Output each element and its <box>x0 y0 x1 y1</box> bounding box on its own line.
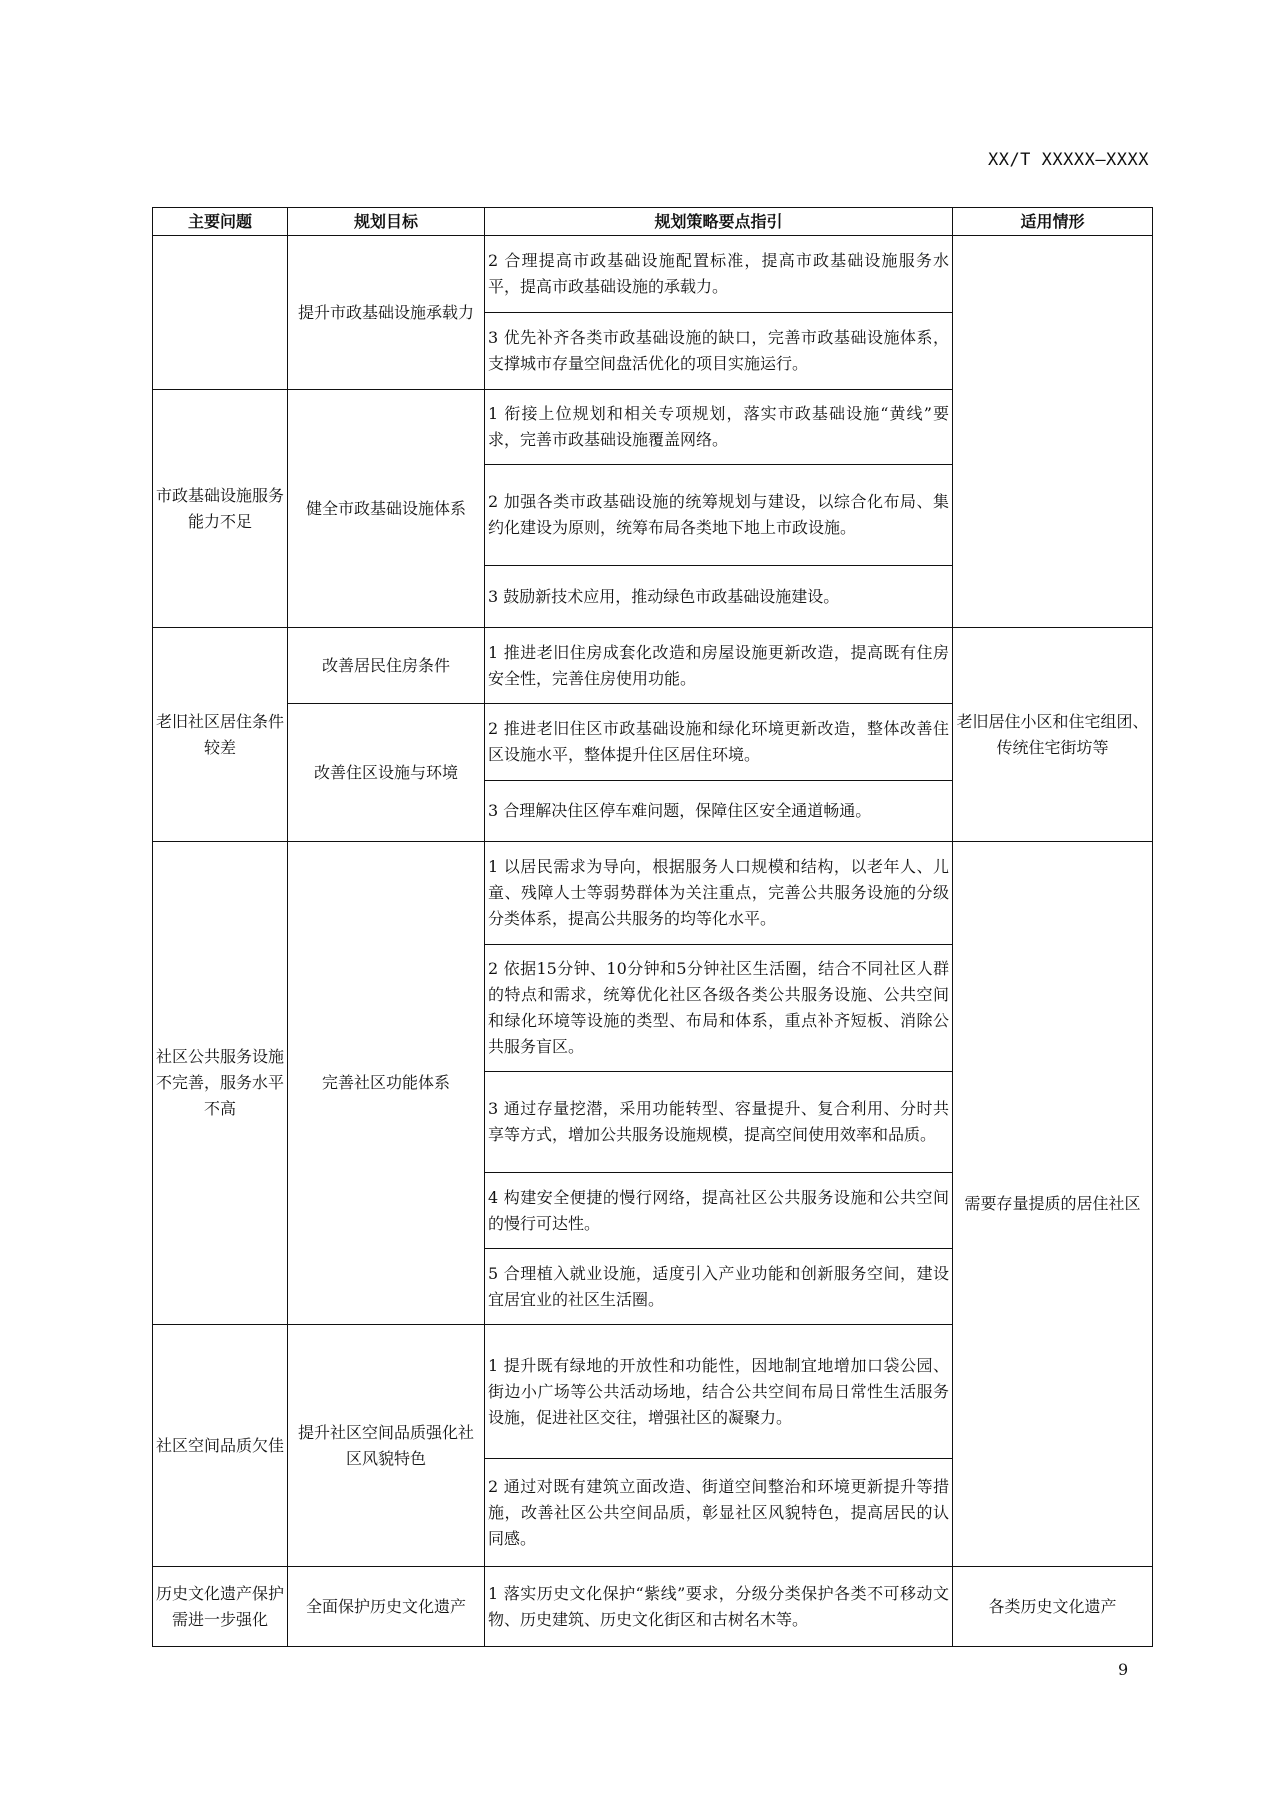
strategy-cell: 1 以居民需求为导向，根据服务人口规模和结构，以老年人、儿童、残障人士等弱势群体为关注重点，完善公共服务设施的分级分类体系，提高公共服务的均等化水平。 <box>485 842 953 945</box>
strategy-cell: 4 构建安全便捷的慢行网络，提高社区公共服务设施和公共空间的慢行可达性。 <box>485 1173 953 1249</box>
applicability-cell: 各类历史文化遗产 <box>953 1567 1153 1647</box>
strategy-cell: 3 鼓励新技术应用，推动绿色市政基础设施建设。 <box>485 566 953 628</box>
goal-cell: 改善居民住房条件 <box>288 628 485 704</box>
goal-cell: 提升市政基础设施承载力 <box>288 236 485 390</box>
table-row <box>153 842 1153 945</box>
problem-cell <box>153 236 288 390</box>
strategy-cell: 2 推进老旧住区市政基础设施和绿化环境更新改造，整体改善住区设施水平，整体提升住区居住环境。 <box>485 704 953 781</box>
table-header-row <box>153 208 1153 236</box>
column-header: 规划目标 <box>288 208 485 236</box>
strategy-cell: 5 合理植入就业设施，适度引入产业功能和创新服务空间，建设宜居宜业的社区生活圈。 <box>485 1249 953 1325</box>
strategy-cell: 1 衔接上位规划和相关专项规划，落实市政基础设施“黄线”要求，完善市政基础设施覆盖网络。 <box>485 390 953 465</box>
applicability-cell: 老旧居住小区和住宅组团、传统住宅街坊等 <box>953 628 1153 842</box>
strategy-cell: 2 加强各类市政基础设施的统筹规划与建设，以综合化布局、集约化建设为原则，统筹布局各类地下地上市政设施。 <box>485 465 953 566</box>
problem-cell: 市政基础设施服务能力不足 <box>153 390 288 628</box>
column-header: 适用情形 <box>953 208 1153 236</box>
goal-cell: 改善住区设施与环境 <box>288 704 485 842</box>
problem-cell: 历史文化遗产保护需进一步强化 <box>153 1567 288 1647</box>
strategy-cell: 1 推进老旧住房成套化改造和房屋设施更新改造，提高既有住房安全性，完善住房使用功能。 <box>485 628 953 704</box>
document-code: XX/T XXXXX—XXXX <box>987 150 1149 170</box>
page-number: 9 <box>1118 1660 1129 1679</box>
table-row <box>153 628 1153 704</box>
goal-cell: 提升社区空间品质强化社区风貌特色 <box>288 1325 485 1567</box>
strategy-cell: 2 依据15分钟、10分钟和5分钟社区生活圈，结合不同社区人群的特点和需求，统筹优化社区各级各类公共服务设施、公共空间和绿化环境等设施的类型、布局和体系，重点补齐短板、消除公共服务盲区。 <box>485 945 953 1072</box>
strategy-cell: 1 落实历史文化保护“紫线”要求，分级分类保护各类不可移动文物、历史建筑、历史文化街区和古树名木等。 <box>485 1567 953 1647</box>
strategy-cell: 3 优先补齐各类市政基础设施的缺口，完善市政基础设施体系，支撑城市存量空间盘活优化的项目实施运行。 <box>485 313 953 390</box>
problem-cell: 老旧社区居住条件较差 <box>153 628 288 842</box>
strategy-cell: 3 合理解决住区停车难问题，保障住区安全通道畅通。 <box>485 781 953 842</box>
planning-guidance-table <box>152 207 1153 1647</box>
strategy-cell: 2 合理提高市政基础设施配置标准，提高市政基础设施服务水平，提高市政基础设施的承载力。 <box>485 236 953 313</box>
problem-cell: 社区空间品质欠佳 <box>153 1325 288 1567</box>
problem-cell: 社区公共服务设施不完善，服务水平不高 <box>153 842 288 1325</box>
column-header: 主要问题 <box>153 208 288 236</box>
goal-cell: 全面保护历史文化遗产 <box>288 1567 485 1647</box>
goal-cell: 完善社区功能体系 <box>288 842 485 1325</box>
applicability-cell: 需要存量提质的居住社区 <box>953 842 1153 1567</box>
strategy-cell: 3 通过存量挖潜，采用功能转型、容量提升、复合利用、分时共享等方式，增加公共服务设施规模，提高空间使用效率和品质。 <box>485 1072 953 1173</box>
strategy-cell: 1 提升既有绿地的开放性和功能性，因地制宜地增加口袋公园、街边小广场等公共活动场地，结合公共空间布局日常性生活服务设施，促进社区交往，增强社区的凝聚力。 <box>485 1325 953 1459</box>
table-row <box>153 236 1153 313</box>
column-header: 规划策略要点指引 <box>485 208 953 236</box>
strategy-cell: 2 通过对既有建筑立面改造、街道空间整治和环境更新提升等措施，改善社区公共空间品质，彰显社区风貌特色，提高居民的认同感。 <box>485 1459 953 1567</box>
goal-cell: 健全市政基础设施体系 <box>288 390 485 628</box>
applicability-cell <box>953 236 1153 628</box>
table-row <box>153 1567 1153 1647</box>
